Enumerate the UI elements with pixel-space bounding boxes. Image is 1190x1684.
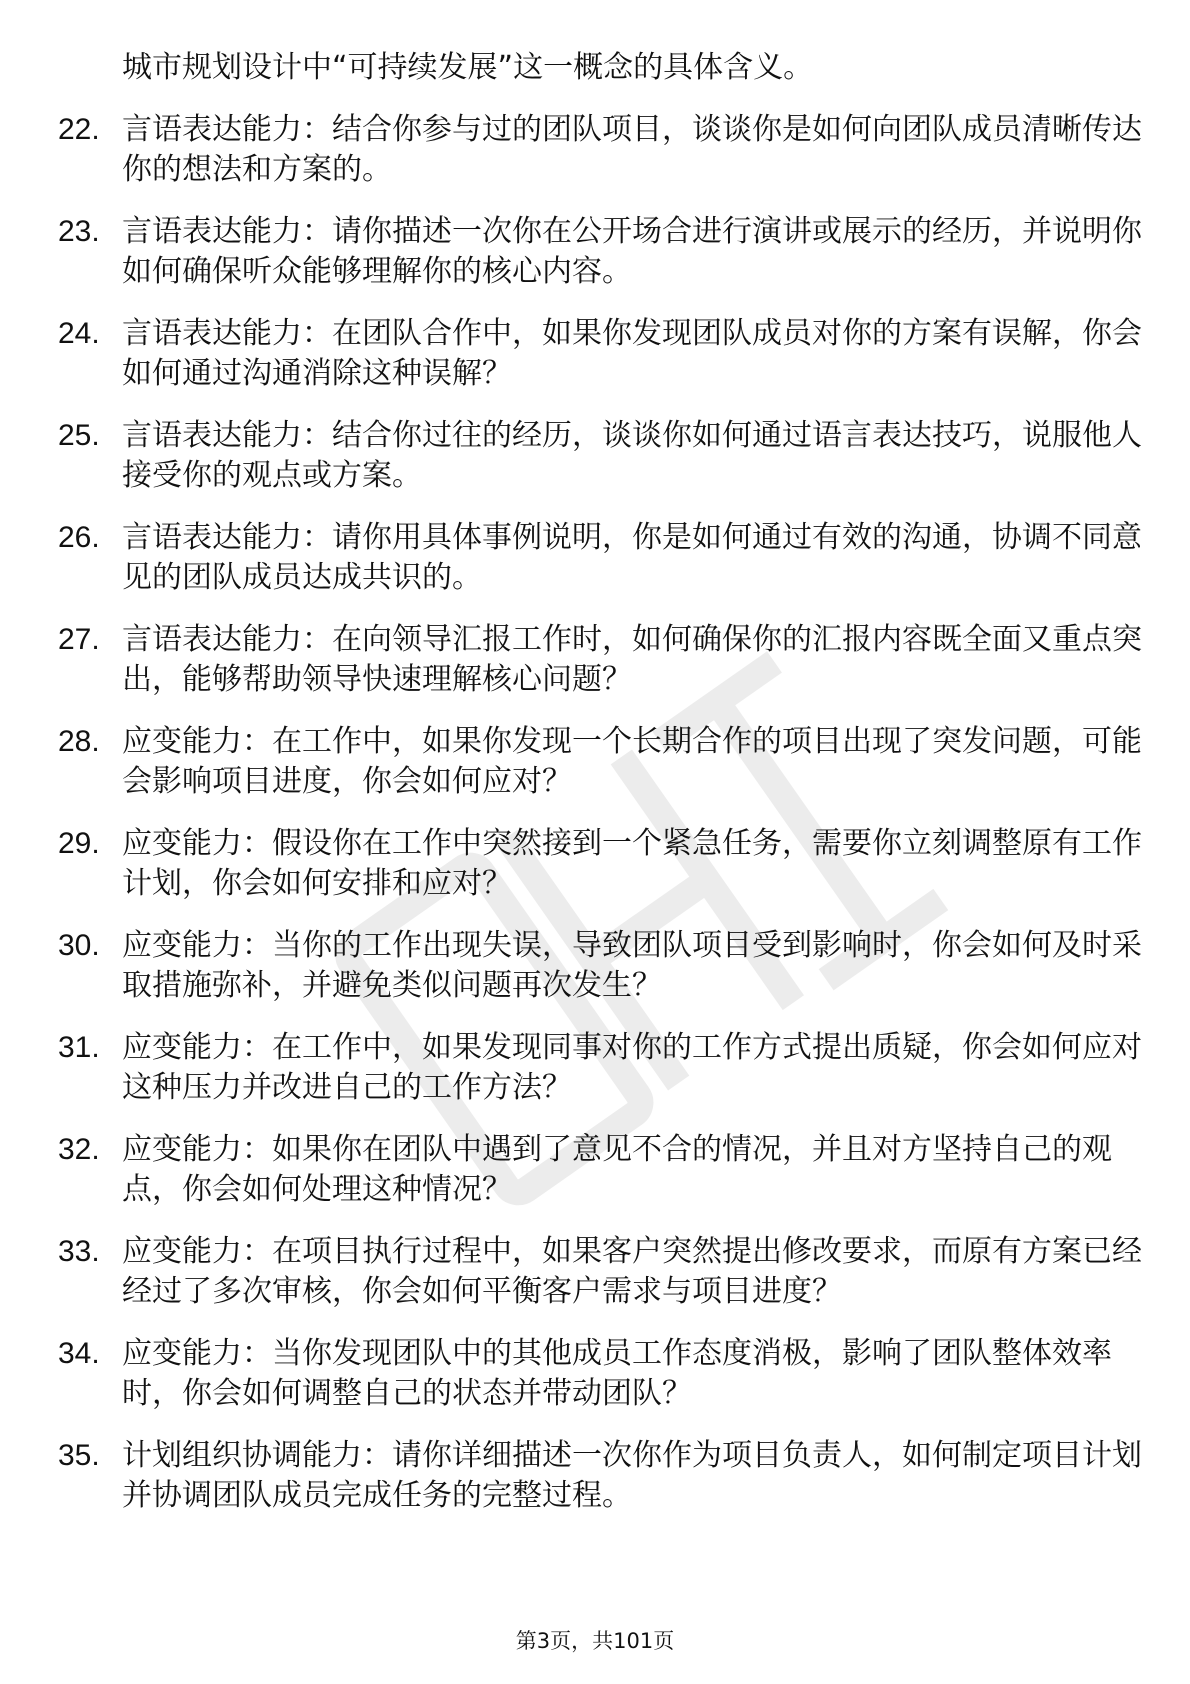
question-item [58,824,1148,904]
question-text: 言语表达能力：请你描述一次你在公开场合进行演讲或展示的经历，并说明你如何确保听众能够理解你的核心内容。 [122,214,1142,289]
question-item [58,1232,1148,1312]
question-text: 计划组织协调能力：请你详细描述一次你作为项目负责人，如何制定项目计划并协调团队成员完成任务的完整过程。 [122,1438,1142,1513]
question-number: 34. [58,1337,100,1370]
question-item [58,110,1148,190]
question-text: 言语表达能力：结合你过往的经历，谈谈你如何通过语言表达技巧，说服他人接受你的观点或方案。 [122,418,1142,493]
question-item [58,416,1148,496]
question-text: 应变能力：在工作中，如果发现同事对你的工作方式提出质疑，你会如何应对这种压力并改进自己的工作方法？ [122,1030,1142,1105]
question-number: 26. [58,521,100,554]
question-item [58,722,1148,802]
question-text: 言语表达能力：请你用具体事例说明，你是如何通过有效的沟通，协调不同意见的团队成员达成共识的。 [122,520,1142,595]
question-number: 30. [58,929,100,962]
question-text: 应变能力：当你发现团队中的其他成员工作态度消极，影响了团队整体效率时，你会如何调整自己的状态并带动团队？ [122,1336,1112,1411]
question-number: 32. [58,1133,100,1166]
question-item [58,1436,1148,1516]
question-text: 应变能力：当你的工作出现失误，导致团队项目受到影响时，你会如何及时采取措施弥补，并避免类似问题再次发生？ [122,928,1142,1003]
question-item [58,1334,1148,1414]
question-text: 应变能力：在工作中，如果你发现一个长期合作的项目出现了突发问题，可能会影响项目进度，你会如何应对？ [122,724,1142,799]
question-number: 33. [58,1235,100,1268]
question-number: 31. [58,1031,100,1064]
question-item [58,1028,1148,1108]
question-item [58,1130,1148,1210]
page-footer: 第3页，共101页 [515,1629,675,1653]
continuation-text: 城市规划设计中“可持续发展”这一概念的具体含义。 [122,50,814,85]
question-number: 23. [58,215,100,248]
question-number: 24. [58,317,100,350]
question-list [58,48,1148,1538]
question-number: 25. [58,419,100,452]
question-text: 应变能力：如果你在团队中遇到了意见不合的情况，并且对方坚持自己的观点，你会如何处理这种情况？ [122,1132,1112,1207]
question-item [58,926,1148,1006]
question-text: 言语表达能力：在向领导汇报工作时，如何确保你的汇报内容既全面又重点突出，能够帮助领导快速理解核心问题？ [122,622,1142,697]
question-number: 22. [58,113,100,146]
question-text: 言语表达能力：结合你参与过的团队项目，谈谈你是如何向团队成员清晰传达你的想法和方案的。 [122,112,1142,187]
question-item [58,314,1148,394]
question-item [58,518,1148,598]
question-number: 28. [58,725,100,758]
question-number: 29. [58,827,100,860]
question-number: 35. [58,1439,100,1472]
question-text: 言语表达能力：在团队合作中，如果你发现团队成员对你的方案有误解，你会如何通过沟通消除这种误解？ [122,316,1142,391]
question-number: 27. [58,623,100,656]
question-text: 应变能力：假设你在工作中突然接到一个紧急任务，需要你立刻调整原有工作计划，你会如何安排和应对？ [122,826,1142,901]
question-item [58,620,1148,700]
question-text: 应变能力：在项目执行过程中，如果客户突然提出修改要求，而原有方案已经经过了多次审核，你会如何平衡客户需求与项目进度？ [122,1234,1142,1309]
question-item [58,212,1148,292]
